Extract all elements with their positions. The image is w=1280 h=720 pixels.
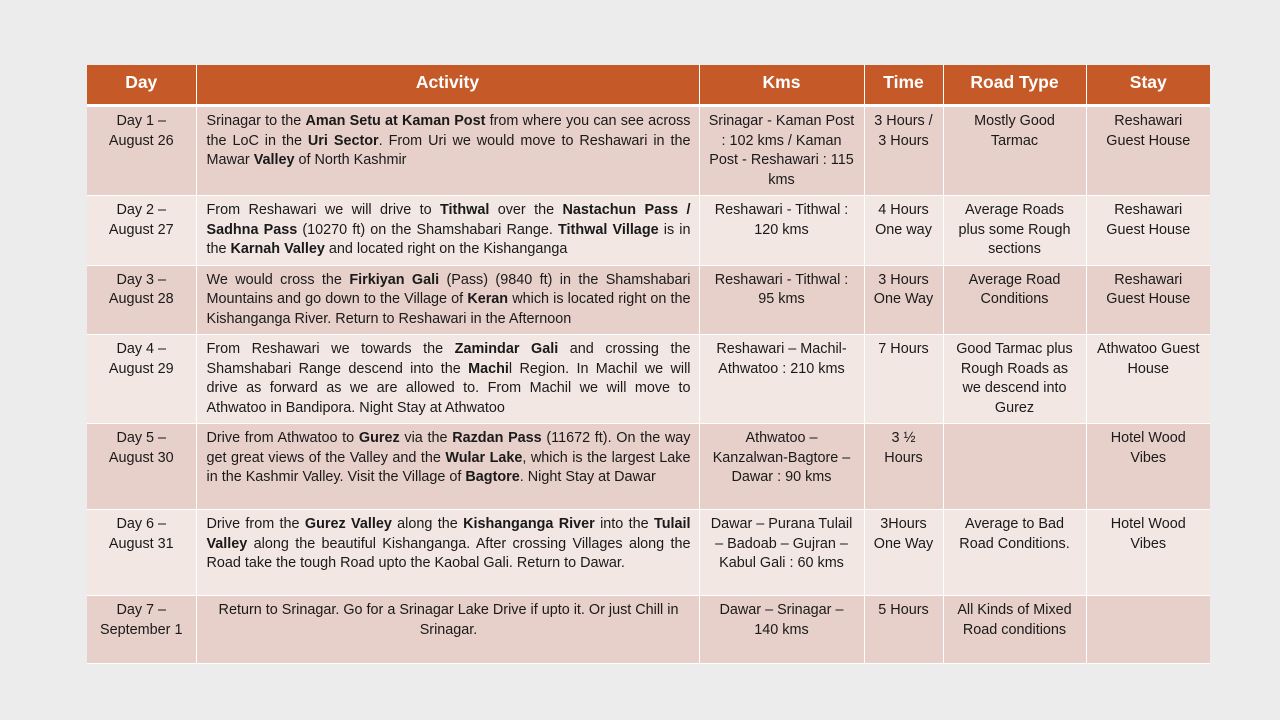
itinerary-body <box>87 106 1210 664</box>
table-row <box>87 596 1210 664</box>
table-row <box>87 510 1210 596</box>
header-row <box>87 65 1210 106</box>
header-stay: Stay <box>1086 65 1210 106</box>
activity-highlight: Razdan Pass <box>452 430 542 446</box>
activity-cell <box>196 424 699 510</box>
day-cell: Day 6 – August 31 <box>87 510 196 596</box>
activity-highlight: Tithwal Village <box>558 221 659 238</box>
stay-cell: Athwatoo Guest House <box>1086 335 1210 424</box>
activity-cell <box>196 510 699 596</box>
road-type-cell: Average Roads plus some Rough sections <box>943 196 1086 266</box>
road-type-cell: Mostly Good Tarmac <box>943 106 1086 196</box>
stay-cell: Reshawari Guest House <box>1086 196 1210 266</box>
activity-text: From Reshawari we towards the <box>206 341 455 357</box>
activity-highlight: Tulail Valley <box>206 516 691 552</box>
activity-text: , which is the largest Lake in the Kashmir Valley. Visit the Village of <box>206 449 691 485</box>
activity-text: Srinagar to the <box>206 113 306 129</box>
activity-text: . Night Stay at Dawar <box>519 469 656 485</box>
activity-text: into the <box>594 516 654 532</box>
stay-cell <box>1086 596 1210 664</box>
activity-text: from where you can see across the LoC in the <box>206 113 691 149</box>
header-kms: Kms <box>699 65 864 106</box>
activity-text: l Region. In Machil we will drive as forward as we are allowed to. From Machil we will move to Athwatoo in Bandipora. Night Stay at Athwatoo <box>206 360 691 416</box>
day-cell: Day 3 – August 28 <box>87 265 196 335</box>
stay-cell: Hotel Wood Vibes <box>1086 510 1210 596</box>
day-cell: Day 2 – August 27 <box>87 196 196 266</box>
time-cell: 7 Hours <box>864 335 943 424</box>
road-type-cell: Average Road Conditions <box>943 265 1086 335</box>
day-cell: Day 4 – August 29 <box>87 335 196 424</box>
table-row <box>87 196 1210 266</box>
activity-text: . From Uri we would move to Reshawari in the Mawar <box>206 132 691 168</box>
activity-text: over the <box>489 202 563 218</box>
header-road-type: Road Type <box>943 65 1086 106</box>
activity-highlight: Firkiyan Gali <box>349 271 440 288</box>
activity-text: Drive from Athwatoo to <box>206 430 359 446</box>
activity-highlight: Nastachun Pass / Sadhna Pass <box>206 202 691 238</box>
activity-highlight: Keran <box>467 291 509 307</box>
table-row <box>87 335 1210 424</box>
activity-text: which is located right on the Kishanganga River. Return to Reshawari in the Afternoon <box>206 291 691 327</box>
time-cell: 3 ½ Hours <box>864 424 943 510</box>
activity-highlight: Bagtore <box>465 469 520 485</box>
time-cell: 3 Hours / 3 Hours <box>864 106 943 196</box>
header-activity: Activity <box>196 65 699 106</box>
activity-text: along the <box>391 516 464 532</box>
day-cell: Day 7 – September 1 <box>87 596 196 664</box>
kms-cell: Dawar – Purana Tulail – Badoab – Gujran – Kabul Gali : 60 kms <box>699 510 864 596</box>
time-cell: 3 Hours One Way <box>864 265 943 335</box>
activity-text: and crossing the Shamshabari Range descend into the <box>206 341 691 377</box>
activity-highlight: Tithwal <box>440 202 490 218</box>
activity-highlight: Kishanganga River <box>463 516 595 532</box>
activity-text: We would cross the <box>206 271 350 288</box>
day-cell: Day 5 – August 30 <box>87 424 196 510</box>
time-cell: 5 Hours <box>864 596 943 664</box>
day-cell: Day 1 – August 26 <box>87 106 196 196</box>
activity-highlight: Wular Lake <box>445 449 523 466</box>
road-type-cell: Good Tarmac plus Rough Roads as we descend into Gurez <box>943 335 1086 424</box>
header-time: Time <box>864 65 943 106</box>
kms-cell: Dawar – Srinagar – 140 kms <box>699 596 864 664</box>
road-type-cell <box>943 424 1086 510</box>
activity-cell <box>196 596 699 664</box>
kms-cell: Srinagar - Kaman Post : 102 kms / Kaman Post - Reshawari : 115 kms <box>699 106 864 196</box>
activity-highlight: Gurez Valley <box>304 516 392 532</box>
header-day: Day <box>87 65 196 106</box>
activity-highlight: Valley <box>253 152 295 168</box>
road-type-cell: Average to Bad Road Conditions. <box>943 510 1086 596</box>
time-cell: 3Hours One Way <box>864 510 943 596</box>
activity-text: of North Kashmir <box>294 152 407 168</box>
stay-cell: Hotel Wood Vibes <box>1086 424 1210 510</box>
activity-cell <box>196 265 699 335</box>
stay-cell: Reshawari Guest House <box>1086 265 1210 335</box>
table-row <box>87 106 1210 196</box>
activity-text: Return to Srinagar. Go for a Srinagar Lake Drive if upto it. Or just Chill in Srinagar. <box>218 602 679 638</box>
activity-highlight: Karnah Valley <box>230 241 325 257</box>
kms-cell: Reshawari – Machil-Athwatoo : 210 kms <box>699 335 864 424</box>
activity-highlight: Zamindar Gali <box>454 341 559 357</box>
activity-text: and located right on the Kishanganga <box>324 241 568 257</box>
activity-text: (Pass) (9840 ft) in the Shamshabari Mountains and go down to the Village of <box>206 271 691 307</box>
stay-cell: Reshawari Guest House <box>1086 106 1210 196</box>
activity-highlight: Gurez <box>358 430 400 446</box>
activity-text: Drive from the <box>206 516 305 532</box>
kms-cell: Reshawari - Tithwal : 95 kms <box>699 265 864 335</box>
kms-cell: Reshawari - Tithwal : 120 kms <box>699 196 864 266</box>
activity-text: (10270 ft) on the Shamshabari Range. <box>297 221 559 238</box>
kms-cell: Athwatoo – Kanzalwan-Bagtore – Dawar : 90 kms <box>699 424 864 510</box>
activity-text: along the beautiful Kishanganga. After crossing Villages along the Road take the tough Road upto the Kaobal Gali. Return to Dawar. <box>206 535 691 571</box>
activity-highlight: Aman Setu at Kaman Post <box>305 113 486 129</box>
table-row <box>87 424 1210 510</box>
time-cell: 4 Hours One way <box>864 196 943 266</box>
activity-text: (11672 ft). On the way get great views of the Valley and the <box>206 430 691 466</box>
itinerary-table <box>87 65 1210 664</box>
activity-cell <box>196 196 699 266</box>
road-type-cell: All Kinds of Mixed Road conditions <box>943 596 1086 664</box>
activity-text: is in the <box>206 221 691 257</box>
table-row <box>87 265 1210 335</box>
activity-highlight: Machi <box>468 360 509 377</box>
activity-text: From Reshawari we will drive to <box>206 202 441 218</box>
activity-cell <box>196 106 699 196</box>
activity-cell <box>196 335 699 424</box>
activity-highlight: Uri Sector <box>307 132 379 149</box>
activity-text: via the <box>399 430 453 446</box>
